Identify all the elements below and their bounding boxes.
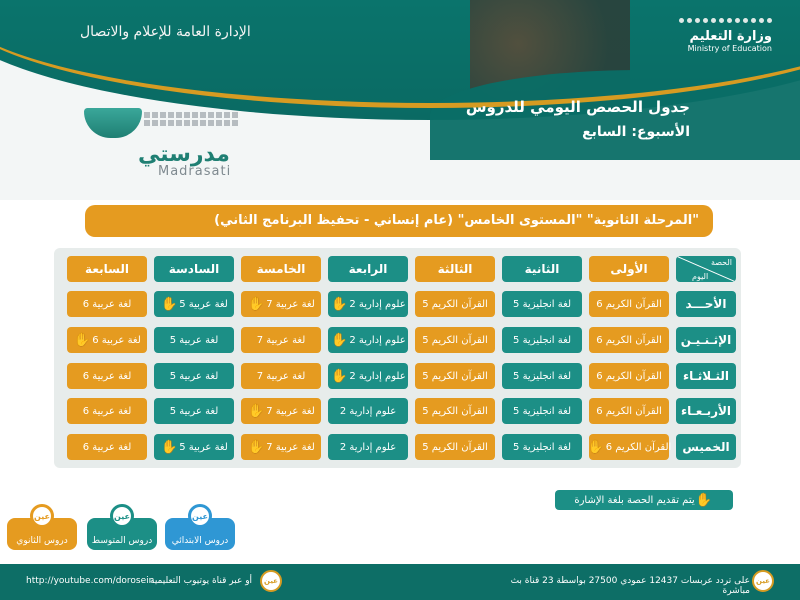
period-header: الرابعة	[328, 256, 408, 282]
lesson-cell	[154, 327, 234, 353]
footer-bar	[0, 564, 800, 600]
lesson-text: لغة عربية 5	[169, 334, 219, 346]
lesson-text: لغة عربية 6	[82, 298, 132, 310]
lesson-text: القرآن الكريم 5	[422, 334, 488, 346]
sign-language-icon: ✋	[331, 368, 348, 384]
lesson-cell	[415, 291, 495, 317]
lesson-text: القرآن الكريم 6	[596, 298, 662, 310]
youtube-text: أو عبر قناة يوتيوب التعليمية	[150, 576, 253, 586]
pixel-pattern	[144, 112, 238, 126]
corner-day-label: اليوم	[692, 272, 709, 281]
period-header: الأولى	[589, 256, 669, 282]
lesson-text: القرآن الكريم 6	[605, 441, 672, 453]
ein-logo-icon: عين	[110, 504, 134, 528]
corner-period-label: الحصة	[710, 258, 732, 267]
madrasati-logo	[60, 106, 230, 186]
corner-header	[676, 256, 736, 282]
book-icon	[84, 108, 142, 138]
lesson-text: لغة عربية 5	[169, 405, 219, 417]
period-header: الثانية	[502, 256, 582, 282]
lesson-text: القرآن الكريم 6	[596, 405, 662, 417]
primary-lessons-label: دروس الابتدائي	[171, 536, 229, 546]
ministry-name-en: Ministry of Education	[687, 44, 772, 53]
lesson-cell	[67, 398, 147, 424]
sign-language-icon: ✋	[331, 296, 348, 312]
lesson-text: القرآن الكريم 5	[422, 405, 488, 417]
lesson-text: لغة انجليزية 5	[513, 370, 571, 382]
sign-language-icon: ✋	[331, 332, 348, 348]
lesson-cell	[328, 398, 408, 424]
lesson-text: لغة انجليزية 5	[513, 405, 571, 417]
lesson-cell	[589, 291, 669, 317]
sign-language-icon: ✋	[248, 439, 265, 455]
lesson-cell	[587, 434, 672, 460]
period-header: الثالثة	[415, 256, 495, 282]
lesson-text: لغة عربية 5	[179, 441, 228, 453]
lesson-text: لغة عربية 6	[92, 334, 141, 346]
day-label: الأحـــد	[676, 291, 736, 317]
lesson-cell	[502, 398, 582, 424]
lesson-cell	[328, 434, 408, 460]
day-label: الخميس	[676, 434, 736, 460]
lesson-cell	[67, 291, 147, 317]
satellite-info: على تردد عربسات 12437 عمودي 27500 بواسطة 23 قناة بث مباشرة	[510, 576, 750, 596]
intermediate-lessons-button[interactable]	[87, 511, 157, 550]
lesson-text: القرآن الكريم 6	[596, 334, 662, 346]
header-banner	[0, 0, 800, 200]
ministry-name-ar: وزارة التعليم	[689, 29, 772, 44]
lesson-cell	[154, 363, 234, 389]
lesson-cell	[328, 327, 408, 353]
week-label: الأسبوع: السابع	[582, 124, 690, 140]
secondary-lessons-button[interactable]	[7, 511, 77, 550]
lesson-text: لغة عربية 7	[266, 441, 315, 453]
lesson-cell	[154, 398, 234, 424]
period-header: الخامسة	[241, 256, 321, 282]
lesson-cell	[241, 398, 321, 424]
lesson-cell	[241, 327, 321, 353]
ein-logo-icon: عين	[30, 504, 54, 528]
lesson-text: القرآن الكريم 5	[422, 441, 488, 453]
legend-text: يتم تقديم الحصة بلغة الإشارة	[574, 494, 695, 506]
lesson-cell	[328, 363, 408, 389]
lesson-cell	[502, 434, 582, 460]
sign-language-icon: ✋	[74, 332, 91, 348]
lesson-text: لغة عربية 6	[82, 405, 132, 417]
lesson-cell	[67, 327, 147, 353]
lesson-cell	[415, 363, 495, 389]
sign-language-icon: ✋	[248, 296, 265, 312]
lesson-text: لغة عربية 7	[266, 298, 315, 310]
media-dept-logo: الإدارة العامة للإعلام والاتصال	[80, 24, 251, 40]
lesson-cell	[154, 434, 234, 460]
lesson-text: القرآن الكريم 6	[596, 370, 662, 382]
lesson-text: القرآن الكريم 5	[422, 370, 488, 382]
lesson-text: لغة عربية 7	[256, 370, 306, 382]
sign-language-icon: ✋	[248, 403, 265, 419]
madrasati-name-en: Madrasati	[158, 164, 232, 179]
schedule-title: جدول الحصص اليومي للدروس	[465, 98, 690, 116]
sign-language-legend	[555, 490, 733, 510]
lesson-cell	[67, 434, 147, 460]
lesson-cell	[415, 434, 495, 460]
lesson-cell	[589, 327, 669, 353]
lesson-cell	[241, 291, 321, 317]
lesson-cell	[502, 327, 582, 353]
lesson-text: لغة عربية 5	[169, 370, 219, 382]
lesson-cell	[67, 363, 147, 389]
level-title: "المرحلة الثانوية" "المستوى الخامس" (عام إنساني - تحفيظ البرنامج الثاني)	[85, 205, 713, 237]
schedule-table	[54, 248, 741, 468]
day-label: الأربـعـاء	[676, 398, 736, 424]
lesson-cell	[589, 363, 669, 389]
lesson-text: لغة انجليزية 5	[513, 334, 571, 346]
ein-logo-icon: عين	[188, 504, 212, 528]
lesson-text: القرآن الكريم 5	[422, 298, 488, 310]
lesson-cell	[415, 398, 495, 424]
lesson-text: لغة عربية 6	[82, 441, 132, 453]
lesson-cell	[502, 291, 582, 317]
youtube-link[interactable]: http://youtube.com/dorosein	[26, 576, 155, 586]
day-label: الإثـنـيـن	[676, 327, 736, 353]
primary-lessons-button[interactable]	[165, 511, 235, 550]
lesson-cell	[328, 291, 408, 317]
period-header: السابعة	[67, 256, 147, 282]
day-label: الثـلاثـاء	[676, 363, 736, 389]
lesson-text: علوم إدارية 2	[339, 441, 397, 453]
lesson-text: لغة انجليزية 5	[513, 298, 571, 310]
lesson-text: علوم إدارية 2	[339, 405, 397, 417]
ministry-dots-icon	[679, 18, 772, 23]
lesson-cell	[415, 327, 495, 353]
sign-language-icon: ✋	[161, 296, 178, 312]
lesson-text: لغة عربية 7	[256, 334, 306, 346]
lesson-cell	[241, 434, 321, 460]
lesson-text: لغة انجليزية 5	[513, 441, 571, 453]
lesson-cell	[589, 398, 669, 424]
lesson-cell	[502, 363, 582, 389]
madrasati-name-ar: مدرستي	[138, 142, 230, 167]
lesson-text: علوم إدارية 2	[349, 370, 406, 382]
intermediate-lessons-label: دروس المتوسط	[91, 536, 153, 546]
lesson-text: علوم إدارية 2	[349, 334, 406, 346]
lesson-cell	[241, 363, 321, 389]
lesson-cell	[154, 291, 234, 317]
lesson-text: لغة عربية 6	[82, 370, 132, 382]
sign-language-icon: ✋	[695, 492, 712, 508]
secondary-lessons-label: دروس الثانوي	[16, 536, 68, 546]
period-header: السادسة	[154, 256, 234, 282]
lesson-text: علوم إدارية 2	[349, 298, 406, 310]
lesson-text: لغة عربية 5	[179, 298, 228, 310]
title-block	[466, 98, 690, 140]
ministry-logo	[679, 18, 772, 53]
ein-logo-icon: عين	[260, 570, 282, 592]
ein-logo-icon: عين	[752, 570, 774, 592]
lesson-text: لغة عربية 7	[266, 405, 315, 417]
sign-language-icon: ✋	[161, 439, 178, 455]
sign-language-icon: ✋	[587, 439, 604, 455]
